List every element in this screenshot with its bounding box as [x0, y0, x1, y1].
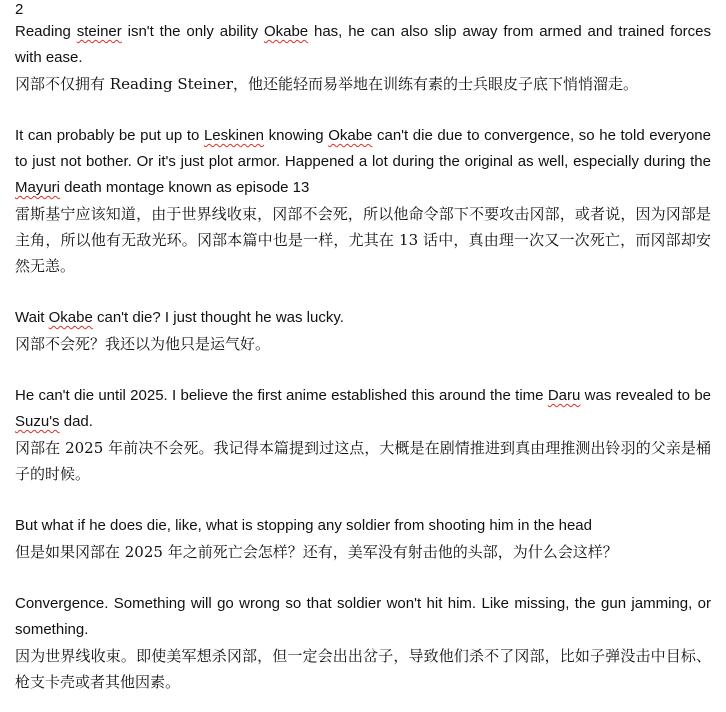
paragraph-gap	[15, 279, 711, 305]
comment-text: was revealed to be	[580, 387, 711, 404]
chinese-translation: 雷斯基宁应该知道，由于世界线收束，冈部不会死，所以他命令部下不要攻击冈部，或者说，因为冈部是主角，所以他有无敌光环。冈部本篇中也是一样，尤其在 13 话中，真由理一次又一次死亡，而冈部却安然无恙。	[15, 205, 711, 275]
misspelled-word: Mayuri	[15, 179, 61, 196]
paragraph-gap	[15, 487, 711, 513]
comment-text: knowing	[263, 127, 329, 144]
comment-text: Convergence. Something will go wrong so that soldier won't hit him. Like missing, the gun jamming, or something.	[15, 595, 711, 638]
document-page	[15, 0, 711, 695]
chinese-translation: 因为世界线收束。即使美军想杀冈部，但一定会出出岔子，导致他们杀不了冈部，比如子弹没击中目标、枪支卡壳或者其他因素。	[15, 647, 711, 691]
comment-text: It can probably be put up to	[15, 127, 204, 144]
english-comment	[15, 123, 711, 201]
english-comment	[15, 19, 711, 71]
comment-block	[15, 19, 711, 97]
comment-text: Wait	[15, 309, 49, 326]
comment-text: has, he can also slip away from armed and trained forces with ease.	[15, 23, 711, 66]
misspelled-word: Leskinen	[203, 127, 264, 144]
comment-text: But what if he does die, like, what is stopping any soldier from shooting him in the head	[15, 517, 592, 534]
chinese-translation: 冈部在 2025 年前决不会死。我记得本篇提到过这点，大概是在剧情推进到真由理推测出铃羽的父亲是桶子的时候。	[15, 439, 711, 483]
comment-text: can't die due to convergence, so he told everyone to just not bother. Or it's just plot armor. Happened a lot during the original as well, especially during the	[15, 127, 711, 170]
paragraph-gap	[15, 357, 711, 383]
english-comment	[15, 383, 711, 435]
misspelled-word: Daru	[547, 387, 581, 404]
comment-text: dad.	[59, 413, 93, 430]
page-number: 2	[15, 1, 24, 18]
comment-text: Reading	[15, 23, 77, 40]
comment-block	[15, 513, 711, 565]
english-comment	[15, 513, 711, 539]
misspelled-word: Okabe	[263, 23, 309, 40]
comment-block	[15, 305, 711, 357]
chinese-translation: 冈部不仅拥有 Reading Steiner，他还能轻而易举地在训练有素的士兵眼皮子底下悄悄溜走。	[15, 75, 639, 93]
comment-text: can't die? I just thought he was lucky.	[92, 309, 344, 326]
misspelled-word: Okabe	[48, 309, 93, 326]
chinese-translation: 但是如果冈部在 2025 年之前死亡会怎样？还有，美军没有射击他的头部，为什么会这样？	[15, 543, 618, 561]
english-comment	[15, 591, 711, 643]
translation-blocks	[15, 19, 711, 695]
english-comment	[15, 305, 711, 331]
comment-block	[15, 383, 711, 487]
comment-text: isn't the only ability	[121, 23, 264, 40]
comment-block	[15, 591, 711, 695]
misspelled-word: Suzu's	[15, 413, 60, 430]
paragraph-gap	[15, 565, 711, 591]
paragraph-gap	[15, 97, 711, 123]
comment-block	[15, 123, 711, 279]
comment-text: death montage known as episode 13	[60, 179, 310, 196]
misspelled-word: steiner	[76, 23, 122, 40]
chinese-translation: 冈部不会死？我还以为他只是运气好。	[15, 335, 271, 353]
misspelled-word: Okabe	[328, 127, 373, 144]
comment-text: He can't die until 2025. I believe the first anime established this around the time	[15, 387, 548, 404]
